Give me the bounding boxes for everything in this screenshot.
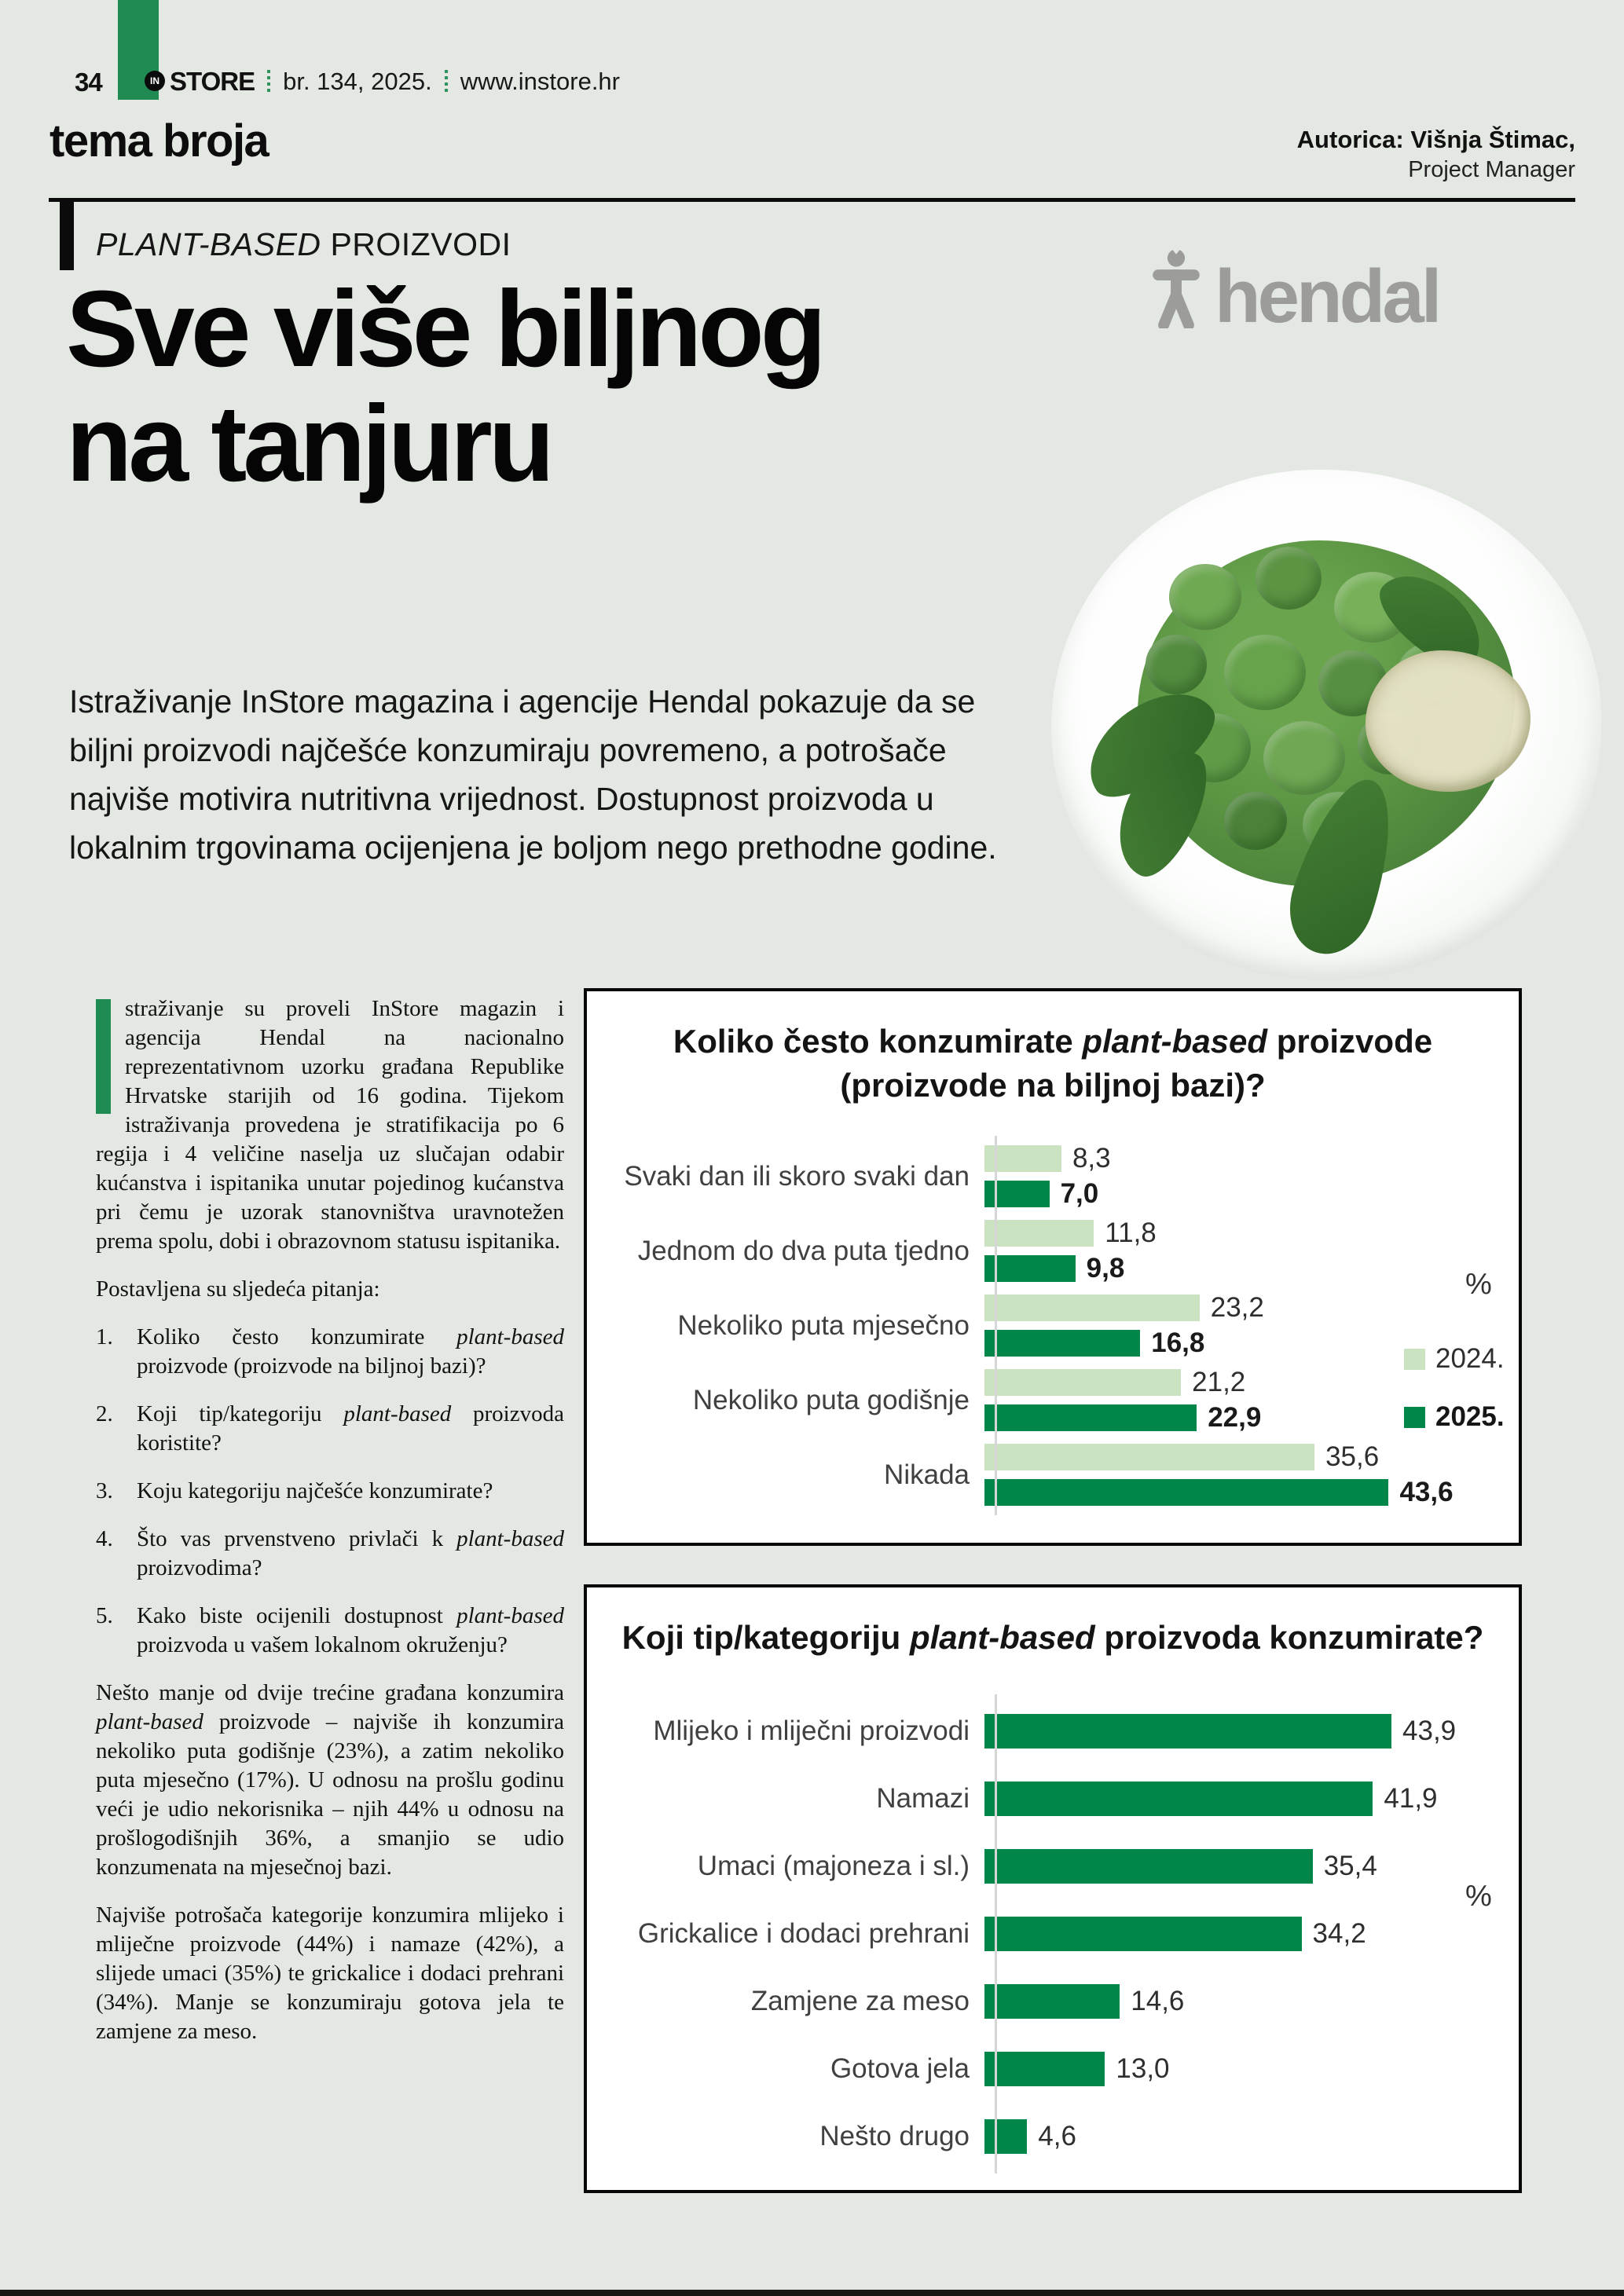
gnocchi-blob <box>1224 635 1306 710</box>
food-mass <box>1138 540 1515 886</box>
article-body <box>96 994 564 2065</box>
headline-line2: na tanjuru <box>66 383 552 505</box>
bar <box>984 1404 1197 1431</box>
bar <box>984 1145 1061 1172</box>
bar <box>984 1984 1120 2019</box>
bar <box>984 1479 1388 1506</box>
paragraph-2: Nešto manje od dvije trećine građana konzumira plant-based proizvode – najviše ih konzumira nekoliko puta godišnje (23%), a zatim nekoliko puta mjesečno (17%). U odnosu na prošlu godinu veći je udio nekorisnika – njih 44% u odnosu na prošlogodišnjih 36%, a smanjio se udio konzumenata na mjesečnoj bazi. <box>96 1680 564 1880</box>
food-photo <box>1051 470 1601 980</box>
issue-number: br. 134, 2025. <box>283 68 432 95</box>
chart-row <box>587 2035 1519 2103</box>
instore-logo-text: STORE <box>170 67 255 96</box>
author-role: Project Manager <box>1408 157 1575 182</box>
category-label: Nikada <box>884 1459 970 1490</box>
parmesan-topping <box>1366 650 1531 792</box>
hendal-person-icon <box>1149 247 1204 328</box>
category-label: Zamjene za meso <box>750 1986 970 2016</box>
value-label: 41,9 <box>1384 1783 1438 1814</box>
headline <box>66 269 823 505</box>
chart-categories <box>584 1584 1522 2193</box>
section-title: tema broja <box>49 115 269 167</box>
bar <box>984 1782 1373 1816</box>
value-label: 35,4 <box>1323 1851 1377 1881</box>
value-label: 16,8 <box>1151 1327 1205 1358</box>
category-label: Grickalice i dodaci prehrani <box>637 1918 970 1949</box>
chart-row <box>587 1363 1519 1437</box>
bar <box>984 2119 1027 2154</box>
bar <box>984 1369 1181 1396</box>
gnocchi-blob <box>1224 792 1287 850</box>
value-label: 7,0 <box>1060 1178 1099 1209</box>
bar <box>984 1181 1050 1207</box>
category-label: Umaci (majoneza i sl.) <box>697 1851 970 1881</box>
value-label: 43,9 <box>1402 1716 1457 1746</box>
bar <box>984 1294 1200 1321</box>
instore-in-icon: IN <box>145 71 165 91</box>
chart-row <box>587 1900 1519 1968</box>
value-label: 23,2 <box>1210 1292 1264 1323</box>
headline-line1: Sve više biljnog <box>66 269 823 390</box>
legend-label-2024: 2024. <box>1435 1343 1505 1374</box>
category-label: Svaki dan ili skoro svaki dan <box>624 1160 970 1192</box>
chart-row <box>587 1288 1519 1363</box>
gnocchi-blob <box>1146 635 1207 694</box>
header-meta-row <box>170 67 620 97</box>
bar <box>984 2052 1105 2086</box>
value-label: 11,8 <box>1105 1218 1157 1248</box>
question-item: 5. Kako biste ocijenili dostupnost plant-based proizvoda u vašem lokalnom okruženju? <box>96 1603 564 1657</box>
category-label: Nekoliko puta godišnje <box>692 1384 970 1415</box>
author-block <box>1297 124 1575 185</box>
dotted-divider-icon <box>445 70 448 93</box>
value-label: 43,6 <box>1399 1477 1454 1507</box>
gnocchi-blob <box>1169 564 1241 630</box>
author-name: Autorica: Višnja Štimac, <box>1296 126 1575 153</box>
category-label: Gotova jela <box>830 2053 970 2084</box>
bar <box>984 1849 1313 1884</box>
category-label: Jednom do dva puta tjedno <box>637 1235 970 1266</box>
category-label: Mlijeko i mliječni proizvodi <box>653 1716 970 1746</box>
legend-label-2025: 2025. <box>1435 1401 1505 1432</box>
bar <box>984 1714 1391 1749</box>
questions-list <box>96 1323 564 1660</box>
paragraph-3: Najviše potrošača kategorije konzumira mlijeko i mliječne proizvode (44%) i namaze (42%), a slijede umaci (35%) te grickalice i dodaci prehrani (34%). Manje se konzumiraju gotova jela te zamjene za meso. <box>96 1902 564 2044</box>
website-url: www.instore.hr <box>460 68 620 95</box>
questions-intro: Postavljena su sljedeća pitanja: <box>96 1276 380 1302</box>
legend-swatch-2025 <box>1404 1407 1425 1428</box>
header-rule <box>49 198 1575 202</box>
hendal-logo-text: hendal <box>1215 255 1439 339</box>
spinach-leaf <box>1277 767 1411 965</box>
value-label: 4,6 <box>1038 2121 1076 2151</box>
percent-axis-label: % <box>1465 1268 1492 1301</box>
chart-row <box>587 1968 1519 2035</box>
chart-row <box>587 1697 1519 1765</box>
chart-row <box>587 1833 1519 1900</box>
value-label: 34,2 <box>1312 1918 1366 1949</box>
chart-row <box>587 1437 1519 1512</box>
bar <box>984 1255 1076 1282</box>
chart-row <box>587 1765 1519 1833</box>
dotted-divider-icon <box>267 70 270 93</box>
bar <box>984 1220 1094 1247</box>
hendal-logo <box>1149 247 1439 339</box>
lead-paragraph: Istraživanje InStore magazina i agencije Hendal pokazuje da se biljni proizvodi najčešće konzumiraju povremeno, a potrošače najviše motivira nutritivna vrijednost. Dostupnost proizvoda u lokalnim trgovinama ocijenjena je boljom nego prethodne godine. <box>69 683 997 866</box>
value-label: 9,8 <box>1086 1253 1125 1283</box>
chart-categories-title: Koji tip/kategoriju plant-based proizvoda konzumirate? <box>621 1619 1484 1656</box>
question-item: 1. Koliko često konzumirate plant-based proizvode (proizvode na biljnoj bazi)? <box>96 1324 564 1379</box>
chart-categories-plot <box>587 1697 1519 2170</box>
chart-frequency-title: Koliko često konzumirate plant-based proizvode (proizvode na biljnoj bazi)? <box>673 1023 1433 1104</box>
kicker <box>96 226 511 263</box>
chart-legend <box>1404 1343 1505 1433</box>
chart-row <box>587 1139 1519 1214</box>
page-number: 34 <box>75 68 102 97</box>
value-label: 21,2 <box>1192 1367 1246 1397</box>
legend-item-2024 <box>1404 1343 1505 1375</box>
value-label: 22,9 <box>1208 1402 1262 1433</box>
chart-frequency <box>584 988 1522 1546</box>
gnocchi-blob <box>1263 721 1345 795</box>
kicker-italic: PLANT-BASED <box>96 226 321 262</box>
kicker-rest: PROIZVODI <box>321 226 511 262</box>
category-label: Nešto drugo <box>819 2121 970 2151</box>
gnocchi-blob <box>1256 547 1322 610</box>
chart-frequency-plot <box>587 1139 1519 1512</box>
value-label: 35,6 <box>1325 1441 1380 1472</box>
legend-swatch-2024 <box>1404 1349 1425 1370</box>
kicker-bar <box>60 198 74 270</box>
value-label: 14,6 <box>1131 1986 1185 2016</box>
page-bottom-rule <box>0 2290 1624 2296</box>
question-item: 4. Što vas prvenstveno privlači k plant-based proizvodima? <box>96 1526 564 1580</box>
dropcap-bar <box>96 999 111 1114</box>
question-item: 3. Koju kategoriju najčešće konzumirate? <box>96 1478 493 1503</box>
value-label: 8,3 <box>1072 1143 1111 1174</box>
value-label: 13,0 <box>1116 2053 1170 2084</box>
paragraph-1: straživanje su proveli InStore magazin i agencija Hendal na nacionalno reprezentativnom uzorku građana Republike Hrvatske starijih od 16 godina. Tijekom istraživanja provedena je stratifikacija po 6 regija i 4 veličine naselja uz slučajan odabir kućanstva i ispitanika unutar pojedinog kućanstva pri čemu je uzorak stanovništva uravnotežen prema spolu, dobi i obrazovnom statusu ispitanika. <box>96 996 564 1254</box>
bar <box>984 1444 1314 1470</box>
legend-item-2025 <box>1404 1401 1505 1433</box>
question-item: 2. Koji tip/kategoriju plant-based proizvoda koristite? <box>96 1401 564 1456</box>
chart-row <box>587 1214 1519 1288</box>
chart-row <box>587 2103 1519 2170</box>
bar <box>984 1330 1140 1357</box>
category-label: Nekoliko puta mjesečno <box>677 1309 970 1341</box>
percent-axis-label: % <box>1465 1880 1492 1913</box>
category-label: Namazi <box>876 1783 970 1814</box>
bar <box>984 1917 1302 1951</box>
